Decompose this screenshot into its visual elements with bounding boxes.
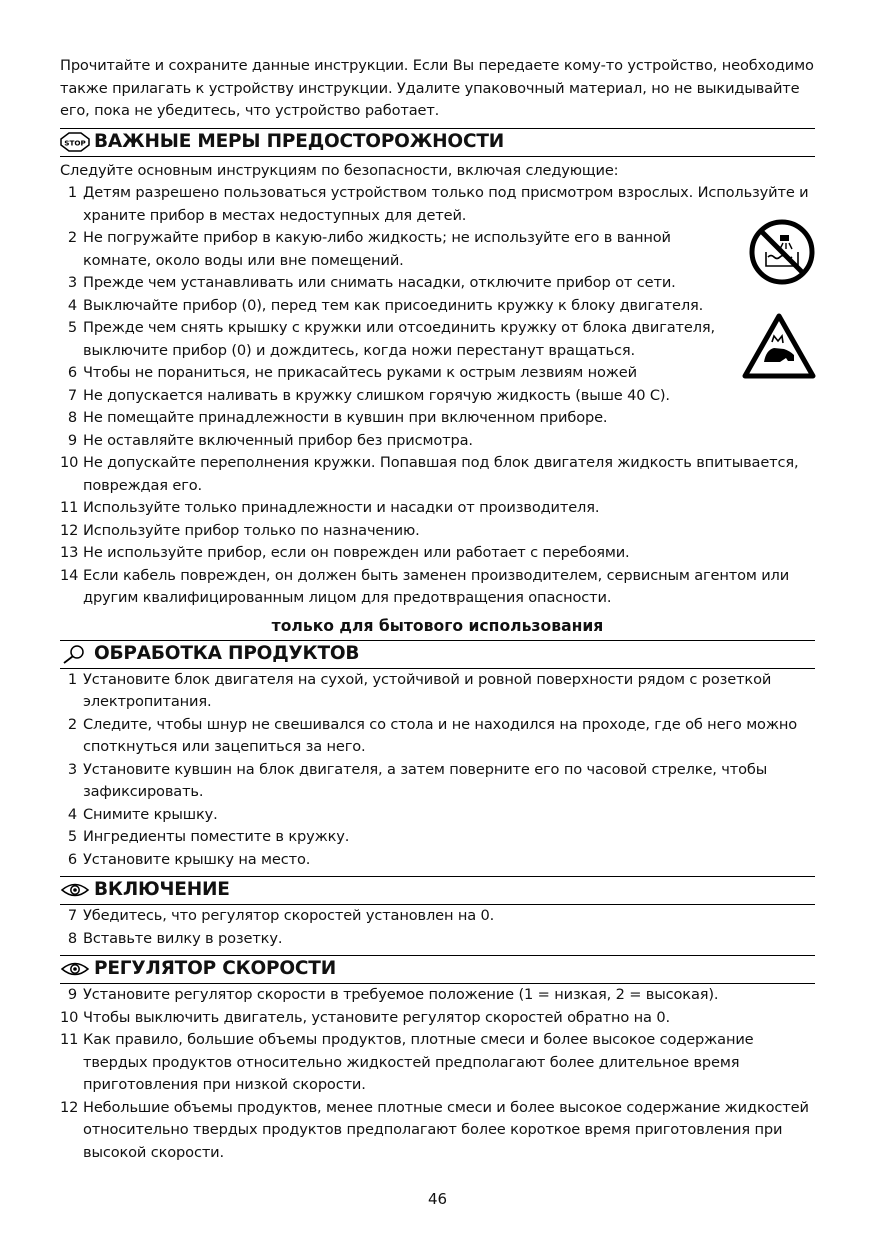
processing-list: [60, 669, 815, 872]
switching-on-section-header: [60, 876, 815, 905]
item-number: 9: [67, 431, 77, 449]
item-number: 7: [67, 907, 77, 924]
item-text: Не допускается наливать в кружку слишком горячую жидкость (выше 40 C).: [83, 386, 670, 404]
list-item: [60, 849, 815, 872]
item-number: 13: [60, 544, 79, 561]
item-number: 1: [67, 670, 77, 688]
item-text: Используйте только принадлежности и насадки от производителя.: [83, 499, 600, 516]
item-text: Детям разрешено пользоваться устройством только под присмотром взрослых. Используйте и храните прибор в местах недоступных для детей.: [83, 184, 809, 224]
safety-title: ВАЖНЫЕ МЕРЫ ПРЕДОСТОРОЖНОСТИ: [94, 130, 505, 152]
item-number: 10: [60, 1008, 79, 1026]
item-number: 12: [60, 521, 79, 539]
item-number: 7: [67, 386, 77, 404]
list-item: [60, 407, 815, 430]
item-text: Чтобы выключить двигатель, установите регулятор скоростей обратно на 0.: [83, 1008, 670, 1026]
safety-section-header: [60, 128, 815, 157]
page-number: 46: [427, 1190, 448, 1208]
item-text: Не используйте прибор, если он поврежден или работает с перебоями.: [83, 544, 630, 561]
item-number: 4: [67, 805, 77, 823]
item-text: Не погружайте прибор в какую-либо жидкость; не используйте его в ванной комнате, около воды или вне помещений.: [83, 229, 671, 269]
item-text: Ингредиенты поместите в кружку.: [83, 828, 350, 845]
list-item: [60, 227, 815, 272]
item-text: Следите, чтобы шнур не свешивался со стола и не находился на проходе, где об него можно споткнуться или зацепиться за него.: [83, 715, 797, 755]
list-item: [60, 542, 815, 565]
item-number: 4: [67, 296, 77, 314]
list-item: [60, 826, 815, 849]
item-number: 2: [67, 229, 77, 246]
item-number: 11: [60, 1031, 79, 1048]
item-text: Небольшие объемы продуктов, менее плотные смеси и более высокое содержание жидкостей относительно твердых продуктов предполагают более короткое время приготовления при высокой скорости.: [83, 1098, 809, 1161]
list-item: [60, 928, 815, 951]
intro-paragraph: Прочитайте и сохраните данные инструкции. Если Вы передаете кому-то устройство, необходимо также прилагать к устройству инструкции. Удалите упаковочный материал, но не выкидывайте его, пока не убедитесь, что устройство работает.: [60, 57, 814, 119]
item-number: 9: [67, 986, 77, 1003]
speed-list: [60, 984, 815, 1164]
list-item: [60, 182, 815, 227]
item-number: 8: [67, 929, 77, 947]
item-text: Снимите крышку.: [83, 805, 218, 823]
list-item: [60, 497, 815, 520]
switching-on-list: [60, 905, 815, 950]
list-item: [60, 452, 815, 497]
item-text: Установите регулятор скорости в требуемое положение (1 = низкая, 2 = высокая).: [83, 986, 719, 1003]
list-item: [60, 984, 815, 1007]
list-item: [60, 565, 815, 610]
item-number: 3: [67, 760, 77, 778]
magnifier-icon: [60, 644, 90, 664]
domestic-use-note: только для бытового использования: [271, 616, 604, 635]
stop-icon-label: STOP: [64, 137, 86, 147]
list-item: [60, 1097, 815, 1165]
safety-lead: Следуйте основным инструкциям по безопасности, включая следующие:: [60, 161, 619, 179]
item-number: 12: [60, 1098, 79, 1116]
item-number: 6: [67, 850, 77, 868]
item-text: Установите кувшин на блок двигателя, а затем поверните его по часовой стрелке, чтобы зафиксировать.: [83, 760, 768, 800]
eye-icon: [60, 959, 90, 979]
list-item: [60, 430, 815, 453]
switching-on-title: ВКЛЮЧЕНИЕ: [94, 879, 230, 900]
item-text: Убедитесь, что регулятор скоростей установлен на 0.: [83, 907, 495, 924]
processing-section-header: [60, 640, 815, 669]
item-text: Не оставляйте включенный прибор без присмотра.: [83, 431, 473, 449]
item-number: 3: [67, 274, 77, 291]
list-item: [60, 1029, 815, 1097]
speed-section-header: [60, 955, 815, 984]
safety-list: [60, 182, 815, 610]
list-item: [60, 385, 815, 408]
list-item: [60, 714, 815, 759]
item-text: Как правило, большие объемы продуктов, плотные смеси и более высокое содержание твердых продуктов относительно жидкостей предполагают более длительное время приготовления при низкой скорости.: [83, 1031, 754, 1093]
stop-icon: [60, 132, 90, 152]
list-item: [60, 272, 815, 295]
item-number: 8: [67, 409, 77, 426]
item-number: 6: [67, 364, 77, 381]
item-number: 11: [60, 499, 79, 516]
item-text: Чтобы не пораниться, не прикасайтесь руками к острым лезвиям ножей: [83, 364, 637, 381]
item-text: Установите крышку на место.: [83, 850, 311, 868]
item-number: 14: [60, 566, 79, 584]
processing-title: ОБРАБОТКА ПРОДУКТОВ: [94, 642, 360, 664]
item-text: Установите блок двигателя на сухой, устойчивой и ровной поверхности рядом с розеткой электропитания.: [83, 670, 772, 710]
list-item: [60, 520, 815, 543]
list-item: [60, 1007, 815, 1030]
item-number: 10: [60, 454, 79, 471]
list-item: [60, 804, 815, 827]
item-number: 5: [67, 319, 77, 336]
item-text: Используйте прибор только по назначению.: [83, 521, 420, 539]
list-item: [60, 669, 815, 714]
list-item: [60, 317, 815, 362]
item-text: Вставьте вилку в розетку.: [83, 929, 283, 947]
item-number: 1: [67, 184, 77, 201]
page-content: [60, 55, 815, 1164]
list-item: [60, 905, 815, 928]
list-item: [60, 759, 815, 804]
speed-title: РЕГУЛЯТОР СКОРОСТИ: [94, 958, 336, 979]
item-text: Прежде чем снять крышку с кружки или отсоединить кружку от блока двигателя, выключите прибор (0) и дождитесь, когда ножи перестанут вращаться.: [83, 319, 715, 359]
list-item: [60, 362, 815, 385]
list-item: [60, 295, 815, 318]
item-text: Не допускайте переполнения кружки. Попавшая под блок двигателя жидкость впитывается, повреждая его.: [83, 454, 799, 494]
eye-icon: [60, 880, 90, 900]
item-text: Выключайте прибор (0), перед тем как присоединить кружку к блоку двигателя.: [83, 296, 704, 314]
item-text: Не помещайте принадлежности в кувшин при включенном приборе.: [83, 409, 608, 426]
item-text: Если кабель поврежден, он должен быть заменен производителем, сервисным агентом или другим квалифицированным лицом для предотвращения опасности.: [83, 566, 790, 606]
item-number: 2: [67, 715, 77, 733]
item-number: 5: [67, 828, 77, 845]
item-text: Прежде чем устанавливать или снимать насадки, отключите прибор от сети.: [83, 274, 676, 291]
